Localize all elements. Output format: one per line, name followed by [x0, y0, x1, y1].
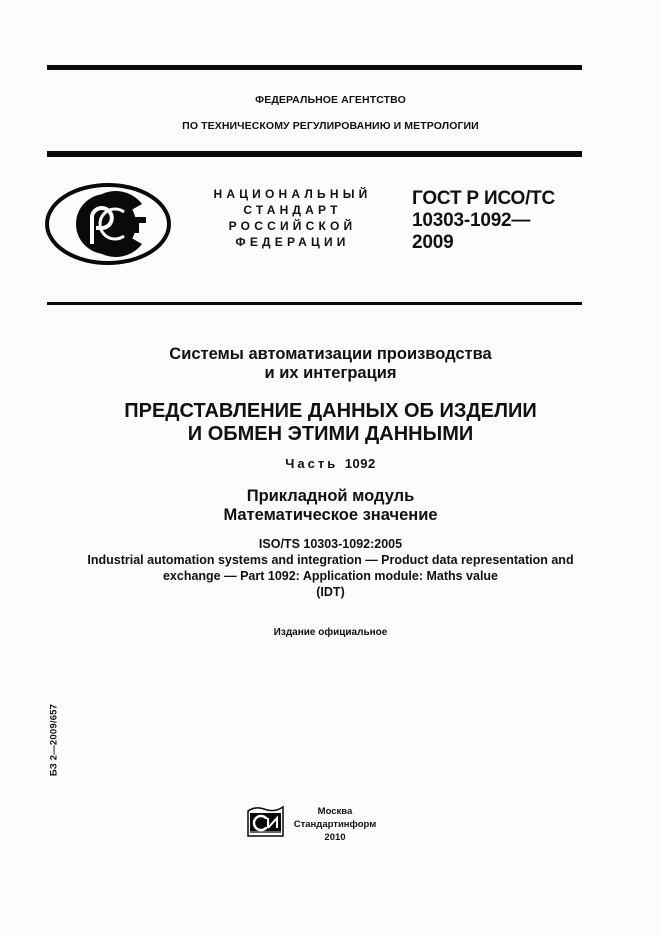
part-word: Часть — [285, 456, 339, 471]
main-title — [0, 400, 661, 446]
natstd-line-3: РОССИЙСКОЙ — [228, 219, 357, 233]
iso-english-line-2: exchange — Part 1092: Application module: Maths value — [162, 569, 499, 583]
national-standard-label — [200, 186, 385, 250]
designation-bottom-rule — [47, 302, 582, 305]
series-title — [0, 345, 661, 383]
main-title-line-1: ПРЕДСТАВЛЕНИЕ ДАННЫХ ОБ ИЗДЕЛИИ — [124, 400, 537, 422]
top-rule — [47, 65, 582, 70]
natstd-line-2: СТАНДАРТ — [243, 203, 342, 217]
series-title-line-1: Системы автоматизации производства — [169, 345, 492, 363]
publisher-name: Стандартинформ — [293, 819, 377, 830]
agency-line-1: ФЕДЕРАЛЬНОЕ АГЕНТСТВО — [255, 94, 406, 106]
module-title-line-1: Прикладной модуль — [246, 487, 415, 505]
natstd-line-1: НАЦИОНАЛЬНЫЙ — [213, 187, 372, 201]
publisher-info — [290, 805, 380, 844]
side-code: БЗ 2—2009/657 — [48, 703, 60, 777]
designation-line-3: 2009 — [412, 232, 454, 253]
publisher-city: Москва — [317, 806, 353, 817]
header-bottom-rule — [47, 151, 582, 157]
natstd-line-4: ФЕДЕРАЦИИ — [235, 235, 350, 249]
iso-identity: (IDT) — [316, 585, 345, 599]
main-title-line-2: И ОБМЕН ЭТИМИ ДАННЫМИ — [187, 423, 474, 445]
designation-line-1: ГОСТ Р ИСО/ТС — [412, 188, 556, 209]
iso-english-line-1: Industrial automation systems and integration — Product data representation and — [87, 553, 574, 567]
series-title-line-2: и их интеграция — [264, 364, 397, 382]
module-title — [0, 487, 661, 525]
part-number: 1092 — [344, 456, 376, 471]
designation-line-2: 10303-1092— — [412, 210, 531, 231]
iso-code: ISO/TS 10303-1092:2005 — [258, 537, 403, 551]
iso-reference — [0, 536, 661, 600]
part-label — [0, 456, 661, 471]
edition-label: Издание официальное — [273, 627, 388, 638]
standard-designation — [412, 188, 555, 254]
standartinform-logo-icon — [246, 805, 286, 837]
publisher-year: 2010 — [324, 832, 346, 843]
agency-line-2: ПО ТЕХНИЧЕСКОМУ РЕГУЛИРОВАНИЮ И МЕТРОЛОГИИ — [182, 120, 479, 132]
module-title-line-2: Математическое значение — [223, 506, 438, 524]
gost-rst-logo-icon — [44, 182, 172, 266]
